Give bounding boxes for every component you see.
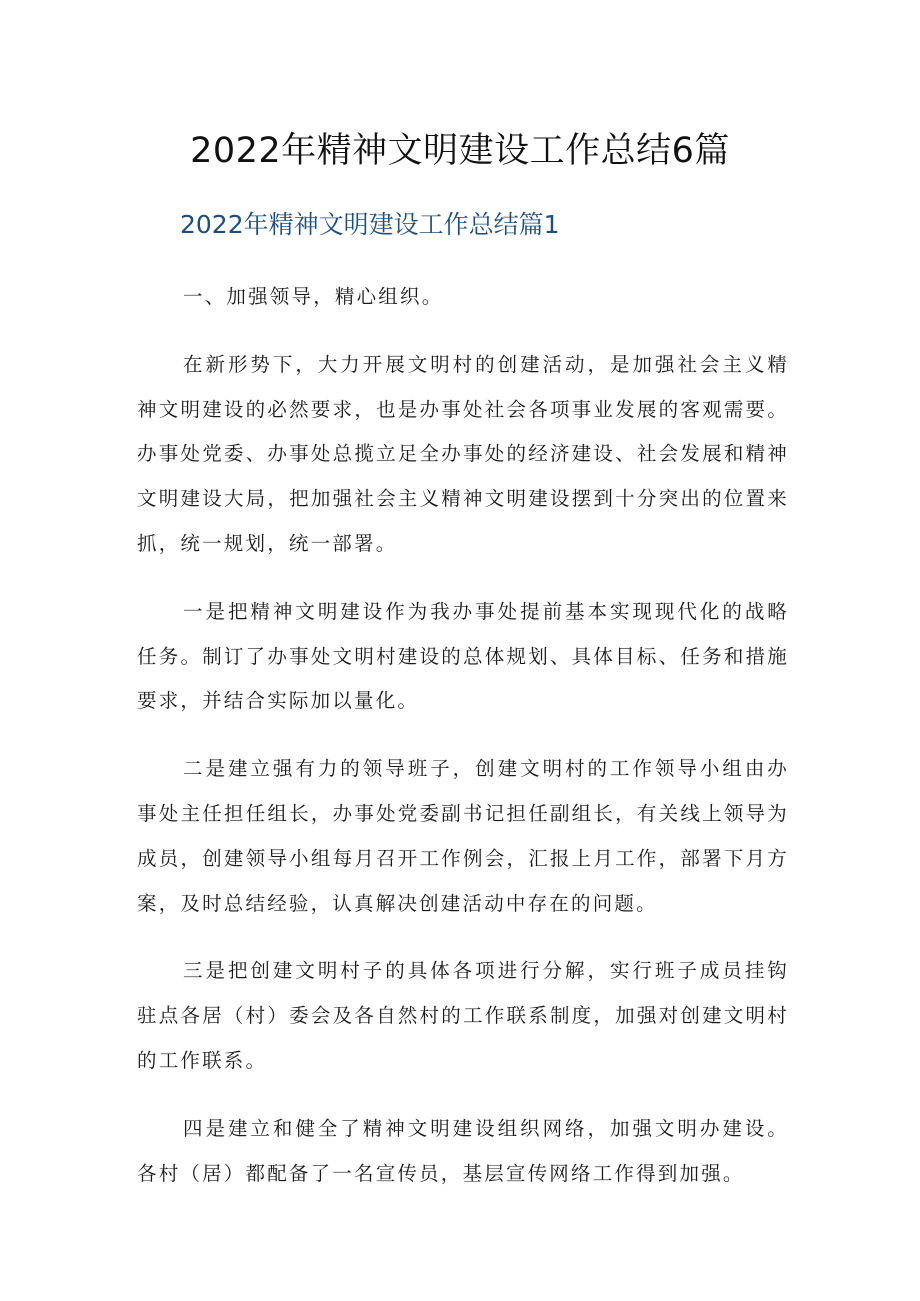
paragraph-point-four: 四是建立和健全了精神文明建设组织网络，加强文明办建设。各村（居）都配备了一名宣传员，基层宣传网络工作得到加强。 (137, 1116, 789, 1185)
paragraph-heading-leadership: 一、加强领导，精心组织。 (183, 285, 444, 308)
paragraph-point-three: 三是把创建文明村子的具体各项进行分解，实行班子成员挂钩驻点各居（村）委会及各自然村的工作联系制度，加强对创建文明村的工作联系。 (137, 959, 789, 1072)
paragraph-intro: 在新形势下，大力开展文明村的创建活动，是加强社会主义精神文明建设的必然要求，也是办事处社会各项事业发展的客观需要。办事处党委、办事处总揽立足全办事处的经济建设、社会发展和精神文明建设大局，把加强社会主义精神文明建设摆到十分突出的位置来抓，统一规划，统一部署。 (137, 352, 789, 555)
paragraph-point-two: 二是建立强有力的领导班子，创建文明村的工作领导小组由办事处主任担任组长，办事处党委副书记担任副组长，有关线上领导为成员，创建领导小组每月召开工作例会，汇报上月工作，部署下月方案，及时总结经验，认真解决创建活动中存在的问题。 (137, 757, 789, 915)
section-heading: 2022年精神文明建设工作总结篇1 (180, 210, 560, 239)
document-body (137, 275, 789, 1219)
paragraph-point-one: 一是把精神文明建设作为我办事处提前基本实现现代化的战略任务。制订了办事处文明村建设的总体规划、具体目标、任务和措施要求，并结合实际加以量化。 (137, 599, 789, 713)
document-title: 2022年精神文明建设工作总结6篇 (190, 131, 730, 171)
